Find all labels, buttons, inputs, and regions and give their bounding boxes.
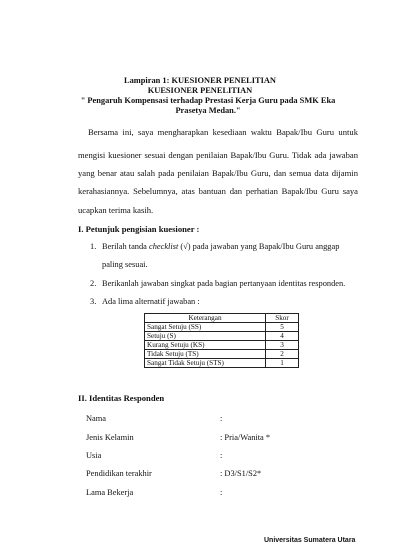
header-skor: Skor — [266, 314, 299, 323]
row-score: 3 — [266, 341, 299, 350]
field-label-pendidikan: Pendidikan terakhir — [86, 469, 152, 478]
field-label-usia: Usia — [86, 451, 102, 460]
intro-line-5: ucapkan terima kasih. — [78, 205, 154, 215]
intro-line-3: yang benar atau salah pada penilaian Bapak/Ibu Guru, dan semua data dijamin — [78, 168, 358, 178]
header-keterangan: Keterangan — [145, 314, 266, 323]
intro-line-1: Bersama ini, saya mengharapkan kesediaan waktu Bapak/Ibu Guru untuk — [88, 127, 358, 137]
table-row — [145, 332, 299, 341]
appendix-title: Lampiran 1: KUESIONER PENELITIAN — [124, 76, 276, 85]
table-row — [145, 359, 299, 368]
row-score: 1 — [266, 359, 299, 368]
intro-line-4: kerahasiannya. Sebelumnya, atas bantuan dan perhatian Bapak/Ibu Guru saya — [78, 186, 358, 196]
field-label-nama: Nama — [86, 414, 106, 423]
field-value-pendidikan: : D3/S1/S2* — [220, 469, 262, 478]
row-label: Tidak Setuju (TS) — [145, 350, 266, 359]
score-table — [144, 313, 299, 368]
row-score: 4 — [266, 332, 299, 341]
row-score: 5 — [266, 323, 299, 332]
instruction-text: Berikanlah jawaban singkat pada bagian pertanyaan identitas responden. — [102, 279, 346, 288]
instruction-text: Berilah tanda checklist (√) pada jawaban yang Bapak/Ibu Guru anggap — [102, 242, 340, 251]
instruction-text: Ada lima alternatif jawaban : — [102, 297, 200, 306]
row-label: Kurang Setuju (KS) — [145, 341, 266, 350]
row-label: Setuju (S) — [145, 332, 266, 341]
table-row — [145, 323, 299, 332]
field-value-nama: : — [220, 414, 223, 423]
footer-university: Universitas Sumatera Utara — [264, 537, 356, 544]
section-2-heading: II. Identitas Responden — [78, 393, 165, 403]
instruction-item-1-cont: paling sesuai. — [102, 260, 148, 269]
score-table-header — [145, 314, 299, 323]
table-row — [145, 341, 299, 350]
field-value-jenis-kelamin: : Pria/Wanita * — [220, 433, 271, 442]
field-label-jenis-kelamin: Jenis Kelamin — [86, 433, 134, 442]
field-value-usia: : — [220, 451, 223, 460]
field-value-lama-bekerja: : — [220, 488, 223, 497]
field-label-lama-bekerja: Lama Bekerja — [86, 488, 134, 497]
row-label: Sangat Tidak Setuju (STS) — [145, 359, 266, 368]
intro-line-2: mengisi kuesioner sesuai dengan penilaian Bapak/Ibu Guru. Tidak ada jawaban — [78, 150, 358, 160]
instruction-num: 1. — [90, 242, 97, 251]
row-score: 2 — [266, 350, 299, 359]
row-label: Sangat Setuju (SS) — [145, 323, 266, 332]
questionnaire-title: KUESIONER PENELITIAN — [147, 86, 253, 95]
research-title: " Pengaruh Kompensasi terhadap Prestasi Kerja Guru pada SMK Eka Prasetya Medan." — [80, 96, 336, 115]
instruction-num: 3. — [90, 297, 97, 306]
instruction-num: 2. — [90, 279, 97, 288]
table-row — [145, 350, 299, 359]
section-1-heading: I. Petunjuk pengisian kuesioner : — [78, 224, 200, 234]
